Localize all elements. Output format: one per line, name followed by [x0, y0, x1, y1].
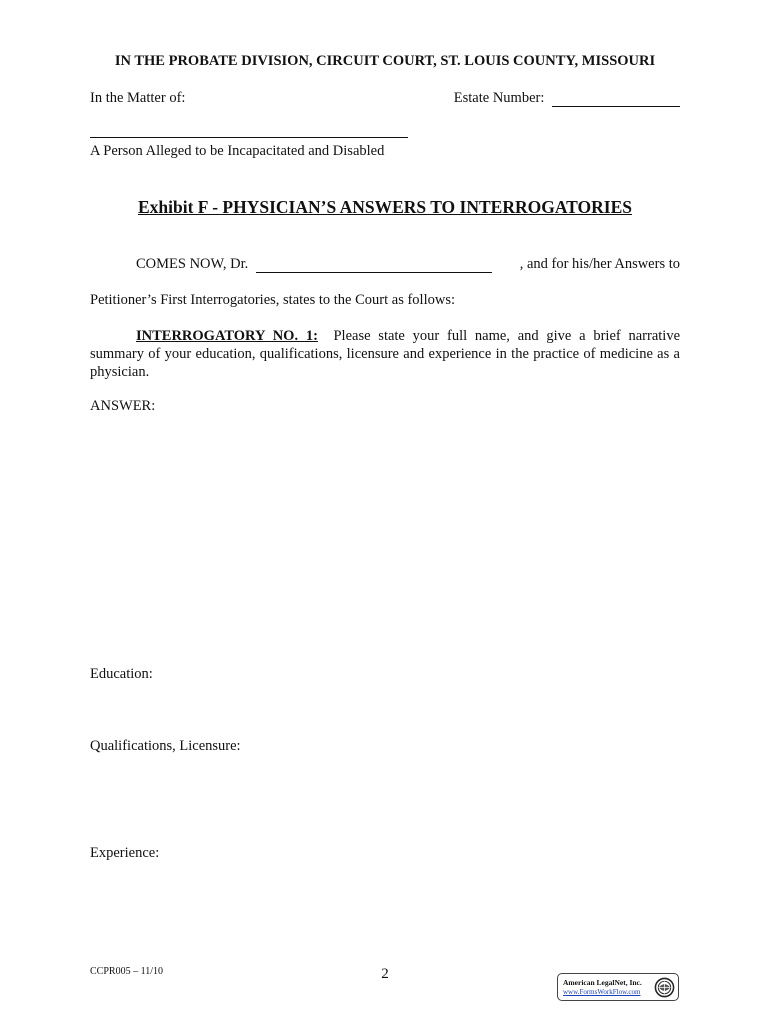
page-number: 2 — [381, 966, 389, 982]
publisher-name: American LegalNet, Inc. — [563, 978, 642, 987]
estate-number-label: Estate Number: — [453, 90, 545, 106]
form-code: CCPR005 – 11/10 — [90, 966, 163, 977]
publisher-badge[interactable] — [557, 973, 679, 1001]
interrogatory-text: Please state your full name, and give a brief narrative summary of your education, qualifications, licensure and experience in the practice of medicine as a physician. — [90, 328, 681, 380]
exhibit-title: Exhibit F - PHYSICIAN’S ANSWERS TO INTERROGATORIES — [137, 197, 633, 217]
interrogatory-1 — [90, 327, 680, 381]
publisher-link[interactable]: www.FormsWorkFlow.com — [563, 988, 641, 996]
experience-label: Experience: — [90, 845, 160, 861]
person-label: A Person Alleged to be Incapacitated and Disabled — [90, 143, 385, 159]
globe-seal-icon — [654, 977, 675, 998]
interrogatory-label: INTERROGATORY NO. 1: — [136, 328, 318, 344]
estate-number-field — [454, 90, 680, 107]
matter-label: In the Matter of: — [90, 90, 186, 106]
estate-number-blank[interactable] — [552, 94, 680, 107]
comes-now-text: COMES NOW, Dr. — [136, 256, 249, 272]
answer-label: ANSWER: — [90, 398, 156, 414]
comes-now-line — [136, 256, 680, 273]
court-header: IN THE PROBATE DIVISION, CIRCUIT COURT, ST. LOUIS COUNTY, MISSOURI — [114, 53, 656, 69]
comes-now-continuation: , and for his/her Answers to — [519, 256, 680, 272]
physician-name-blank[interactable] — [256, 260, 492, 273]
person-name-blank[interactable] — [90, 125, 408, 138]
education-label: Education: — [90, 666, 153, 682]
statement-text: Petitioner’s First Interrogatories, states to the Court as follows: — [90, 292, 455, 308]
qualifications-label: Qualifications, Licensure: — [90, 738, 241, 754]
